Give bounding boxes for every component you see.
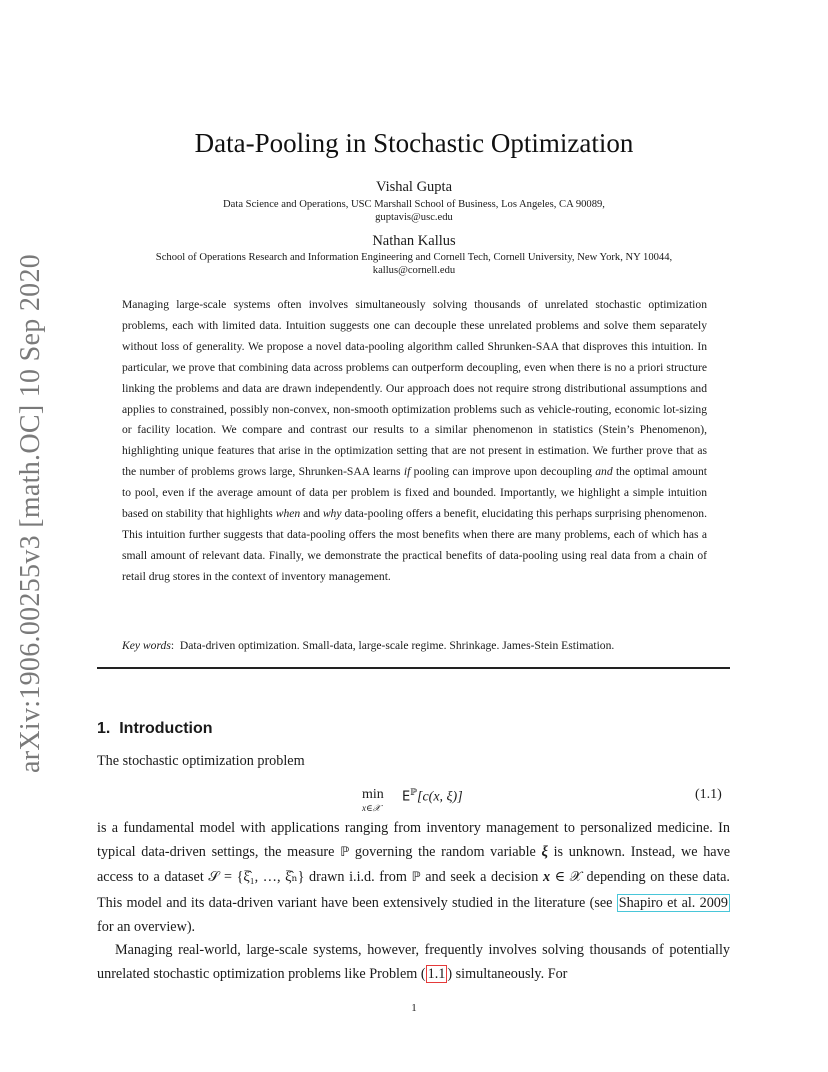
equation-min-subscript: x∈𝒳 bbox=[362, 803, 381, 813]
author-name-1: Vishal Gupta bbox=[375, 179, 453, 195]
keywords-label: Key words bbox=[122, 639, 171, 652]
section-heading-introduction: 1. Introduction bbox=[97, 720, 213, 737]
author-email-2[interactable]: kallus@cornell.edu bbox=[372, 265, 456, 276]
paper-title: Data-Pooling in Stochastic Optimization bbox=[194, 128, 634, 158]
equation-number: (1.1) bbox=[695, 787, 722, 802]
equation-reference-link[interactable]: 1.1 bbox=[427, 966, 446, 983]
arxiv-identifier-stamp: arXiv:1906.00255v3 [math.OC] 10 Sep 2020 bbox=[15, 253, 46, 773]
equation-1-1 bbox=[0, 785, 828, 815]
abstract-text: Managing large-scale systems often involves simultaneously solving thousands of unrelated stochastic optimization problems, each with limited data. Intuition suggests one can decouple these unrelated problems and solve them separately without loss of generality. We propose a novel data-pooling algorithm called Shrunken-SAA that disproves this intuition. In particular, we prove that combining data across problems can outperform decoupling, even when there is no a priori structure linking the problems and data are drawn independently. Our approach does not require strong distributional assumptions and applies to constrained, possibly non-convex, non-smooth optimization problems such as vehicle-routing, economic lot-sizing or facility location. We compare and contrast our results to a similar phenomenon in statistics (Stein’s Phenomenon), highlighting unique features that arise in the optimization setting that are not present in estimation. We further prove that as the number of problems grows large, Shrunken-SAA learns if pooling can improve upon decoupling and the optimal amount to pool, even if the average amount of data per problem is fixed and bounded. Importantly, we highlight a simple intuition based on stability that highlights when and why data-pooling offers a benefit, elucidating this perhaps surprising phenomenon. This intuition further suggests that data-pooling offers the most benefits when there are many problems, each of which has a small amount of relevant data. Finally, we demonstrate the practical benefits of data-pooling using real data from a chain of retail drug stores in the context of inventory management. bbox=[122, 298, 707, 583]
author-name-2: Nathan Kallus bbox=[372, 233, 456, 249]
author-affiliation-1: Data Science and Operations, USC Marshall School of Business, Los Angeles, CA 90089, bbox=[223, 199, 605, 210]
equation-expression: $E^ℙ[c(x$, ξ)] bbox=[402, 787, 463, 805]
author-affiliation-2: School of Operations Research and Information Engineering and Cornell Tech, Cornell University, New York, NY 10044, bbox=[155, 252, 673, 263]
page-number: 1 bbox=[411, 1002, 417, 1014]
abstract-divider bbox=[97, 667, 730, 669]
keywords: Key words: Data-driven optimization. Small-data, large-scale regime. Shrinkage. James-Stein Estimation. bbox=[122, 639, 615, 652]
intro-paragraph-3: Managing real-world, large-scale systems, however, frequently involves solving thousands of potentially unrelated stochastic optimization problems like Problem ( 1.1 ) simultaneously. For bbox=[97, 942, 730, 983]
citation-link-shapiro[interactable]: Shapiro et al. 2009 bbox=[618, 894, 728, 911]
abstract bbox=[122, 295, 707, 588]
keywords-text: Data-driven optimization. Small-data, large-scale regime. Shrinkage. James-Stein Estimation. bbox=[179, 639, 615, 652]
author-email-1[interactable]: guptavis@usc.edu bbox=[375, 212, 453, 223]
intro-paragraph-2: is a fundamental model with applications ranging from inventory management to personalized medicine. In typical data-driven settings, the measure ℙ governing the random variable ξ is unknown. Instead, we have access to a dataset 𝒮 = {ξ̂₁, …, ξ̂ₙ} drawn i.i.d. from ℙ and seek a decision x ∈ 𝒳 depending on these data. This model and its data-driven variant have been extensively studied in the literature (see Shapiro et al. 2009 for an overview). bbox=[97, 820, 730, 935]
intro-paragraph-1: The stochastic optimization problem bbox=[97, 753, 305, 769]
equation-min-operator: min bbox=[362, 787, 384, 802]
